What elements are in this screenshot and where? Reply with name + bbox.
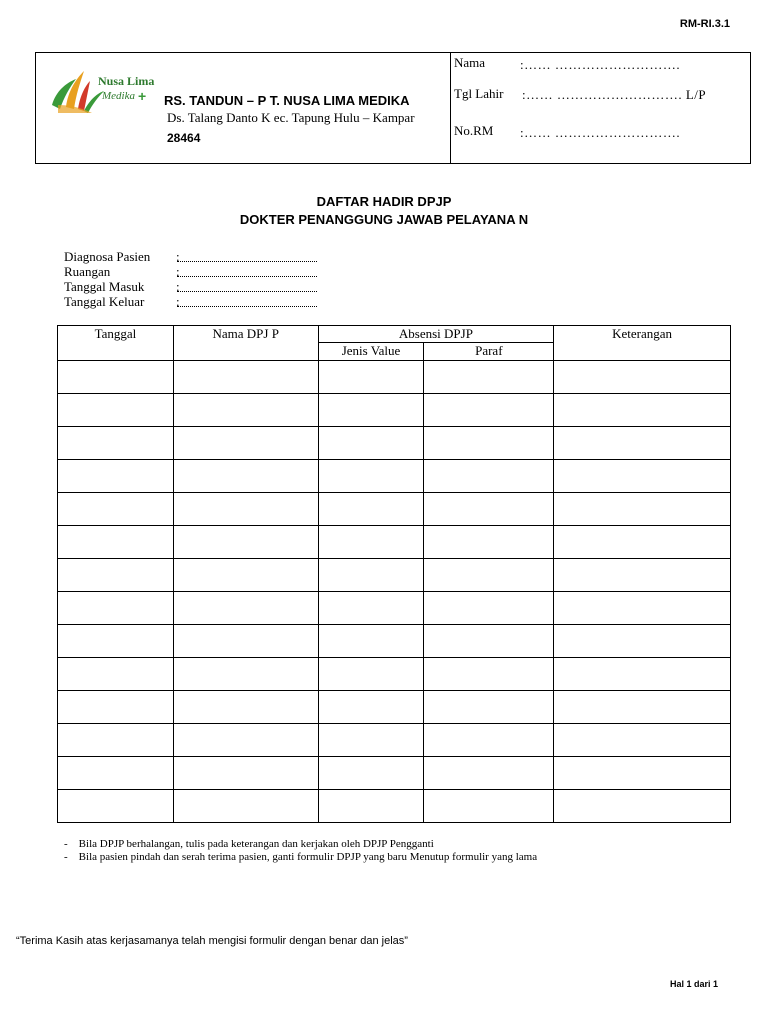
header-paraf: Paraf [424, 343, 554, 361]
cell-jenis-value[interactable] [318, 757, 424, 790]
field-label: Tanggal Masuk [64, 279, 145, 294]
cell-tanggal[interactable] [58, 559, 174, 592]
header-jenis-value: Jenis Value [318, 343, 424, 361]
logo-plus-icon: + [138, 88, 147, 104]
header-tanggal: Tanggal [58, 326, 174, 361]
cell-nama-dpjp[interactable] [173, 427, 318, 460]
cell-nama-dpjp[interactable] [173, 460, 318, 493]
hospital-zip: 28464 [167, 131, 201, 145]
field-colon: : [176, 279, 180, 294]
cell-paraf[interactable] [424, 361, 554, 394]
note-item: - Bila DPJP berhalangan, tulis pada keterangan dan kerjakan oleh DPJP Pengganti [64, 838, 434, 850]
cell-nama-dpjp[interactable] [173, 493, 318, 526]
field-dotted-line[interactable] [177, 266, 317, 277]
cell-nama-dpjp[interactable] [173, 625, 318, 658]
logo-text-line2: Medika [102, 90, 135, 102]
cell-jenis-value[interactable] [318, 394, 424, 427]
field-label: Tanggal Keluar [64, 294, 145, 309]
cell-nama-dpjp[interactable] [173, 658, 318, 691]
cell-tanggal[interactable] [58, 427, 174, 460]
field-colon: : [176, 249, 180, 264]
cell-tanggal[interactable] [58, 526, 174, 559]
patient-name-field[interactable]: :…… ………………………. [520, 57, 681, 72]
hospital-logo [46, 61, 158, 117]
field-diagnosa[interactable] [64, 249, 180, 264]
notes-list [64, 838, 537, 864]
table-row [58, 625, 731, 658]
cell-jenis-value[interactable] [318, 559, 424, 592]
cell-tanggal[interactable] [58, 394, 174, 427]
cell-jenis-value[interactable] [318, 658, 424, 691]
field-ruangan[interactable] [64, 264, 180, 279]
cell-jenis-value[interactable] [318, 526, 424, 559]
cell-keterangan[interactable] [554, 691, 731, 724]
logo-text-line1: Nusa Lima [98, 74, 155, 88]
header-divider [450, 53, 451, 163]
form-title-line1: DAFTAR HADIR DPJP [316, 194, 452, 209]
page-number: Hal 1 dari 1 [669, 979, 718, 989]
patient-rm-field[interactable]: :…… ………………………. [520, 125, 681, 140]
table-row [58, 526, 731, 559]
cell-paraf[interactable] [424, 625, 554, 658]
cell-jenis-value[interactable] [318, 724, 424, 757]
cell-tanggal[interactable] [58, 493, 174, 526]
table-row [58, 724, 731, 757]
field-label: Diagnosa Pasien [64, 249, 151, 264]
table-row [58, 658, 731, 691]
attendance-body [58, 361, 731, 823]
field-colon: : [176, 264, 180, 279]
cell-keterangan[interactable] [554, 592, 731, 625]
cell-tanggal[interactable] [58, 790, 174, 823]
cell-keterangan[interactable] [554, 757, 731, 790]
patient-dob-field[interactable]: :…… ………………………. L/P [522, 87, 707, 102]
table-row [58, 691, 731, 724]
cell-jenis-value[interactable] [318, 625, 424, 658]
cell-keterangan[interactable] [554, 526, 731, 559]
cell-nama-dpjp[interactable] [173, 526, 318, 559]
header-box [35, 52, 751, 164]
attendance-table [57, 325, 731, 823]
field-dotted-line[interactable] [177, 251, 317, 262]
form-title [0, 193, 768, 229]
cell-tanggal[interactable] [58, 592, 174, 625]
cell-paraf[interactable] [424, 526, 554, 559]
cell-tanggal[interactable] [58, 757, 174, 790]
cell-tanggal[interactable] [58, 460, 174, 493]
cell-tanggal[interactable] [58, 625, 174, 658]
hospital-address: Ds. Talang Danto K ec. Tapung Hulu – Kampar [167, 110, 415, 125]
table-row [58, 427, 731, 460]
cell-nama-dpjp[interactable] [173, 361, 318, 394]
form-title-line2: DOKTER PENANGGUNG JAWAB PELAYANA N [239, 212, 529, 227]
field-dotted-line[interactable] [177, 296, 317, 307]
cell-keterangan[interactable] [554, 559, 731, 592]
table-row [58, 790, 731, 823]
field-label: Ruangan [64, 264, 111, 279]
cell-paraf[interactable] [424, 460, 554, 493]
cell-paraf[interactable] [424, 724, 554, 757]
cell-keterangan[interactable] [554, 427, 731, 460]
cell-paraf[interactable] [424, 394, 554, 427]
table-row [58, 361, 731, 394]
cell-paraf[interactable] [424, 691, 554, 724]
cell-paraf[interactable] [424, 493, 554, 526]
cell-keterangan[interactable] [554, 460, 731, 493]
cell-tanggal[interactable] [58, 724, 174, 757]
thanks-message: “Terima Kasih atas kerjasamanya telah mengisi formulir dengan benar dan jelas” [16, 935, 408, 947]
cell-paraf[interactable] [424, 559, 554, 592]
header-absensi: Absensi DPJP [318, 326, 554, 343]
field-dotted-line[interactable] [177, 281, 317, 292]
header-nama-dpjp: Nama DPJ P [173, 326, 318, 361]
cell-paraf[interactable] [424, 592, 554, 625]
form-code: RM-RI.3.1 [679, 18, 730, 30]
cell-jenis-value[interactable] [318, 361, 424, 394]
table-row [58, 394, 731, 427]
cell-paraf[interactable] [424, 757, 554, 790]
cell-jenis-value[interactable] [318, 427, 424, 460]
table-row [58, 757, 731, 790]
cell-jenis-value[interactable] [318, 460, 424, 493]
cell-nama-dpjp[interactable] [173, 592, 318, 625]
table-row [58, 493, 731, 526]
cell-jenis-value[interactable] [318, 493, 424, 526]
field-colon: : [176, 294, 180, 309]
cell-keterangan[interactable] [554, 493, 731, 526]
cell-tanggal[interactable] [58, 658, 174, 691]
cell-nama-dpjp[interactable] [173, 757, 318, 790]
header-keterangan: Keterangan [554, 326, 731, 361]
cell-keterangan[interactable] [554, 790, 731, 823]
cell-nama-dpjp[interactable] [173, 724, 318, 757]
note-item: - Bila pasien pindah dan serah terima pasien, ganti formulir DPJP yang baru Menutup formulir yang lama [64, 851, 538, 863]
table-row [58, 559, 731, 592]
cell-keterangan[interactable] [554, 394, 731, 427]
cell-tanggal[interactable] [58, 691, 174, 724]
cell-tanggal[interactable] [58, 361, 174, 394]
cell-keterangan[interactable] [554, 625, 731, 658]
cell-paraf[interactable] [424, 790, 554, 823]
patient-dob-label: Tgl Lahir [454, 86, 504, 101]
field-tanggal-keluar[interactable] [64, 294, 180, 309]
cell-jenis-value[interactable] [318, 691, 424, 724]
cell-keterangan[interactable] [554, 724, 731, 757]
cell-keterangan[interactable] [554, 361, 731, 394]
hospital-name: RS. TANDUN – P T. NUSA LIMA MEDIKA [164, 93, 410, 108]
table-row [58, 460, 731, 493]
cell-keterangan[interactable] [554, 658, 731, 691]
table-row [58, 592, 731, 625]
cell-paraf[interactable] [424, 658, 554, 691]
patient-name-label: Nama [454, 55, 486, 70]
cell-nama-dpjp[interactable] [173, 394, 318, 427]
cell-paraf[interactable] [424, 427, 554, 460]
cell-nama-dpjp[interactable] [173, 559, 318, 592]
cell-nama-dpjp[interactable] [173, 691, 318, 724]
cell-jenis-value[interactable] [318, 790, 424, 823]
field-tanggal-masuk[interactable] [64, 279, 180, 294]
cell-jenis-value[interactable] [318, 592, 424, 625]
cell-nama-dpjp[interactable] [173, 790, 318, 823]
patient-rm-label: No.RM [454, 123, 494, 138]
